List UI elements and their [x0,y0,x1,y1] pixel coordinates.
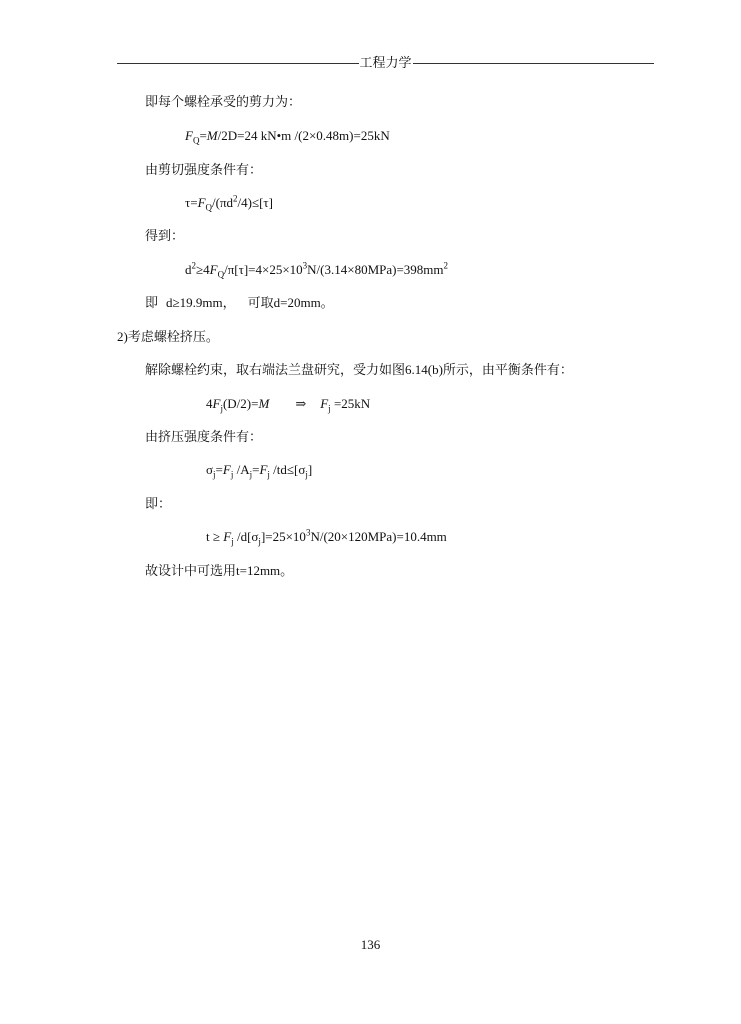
superscript: 3 [305,527,311,538]
page-number: 136 [360,937,381,952]
symbol-F: F [185,128,193,143]
section-heading-bearing: 2)考虑螺栓挤压。 [117,329,219,344]
text-line-bearing-condition: 由挤压强度条件有： [145,429,263,444]
formula-bearing-stress [206,462,312,478]
implies-arrow: ⇒ [295,396,307,411]
symbol-sigma: σ [206,462,214,477]
symbol-F: F [197,195,206,210]
symbol-F: F [259,462,268,477]
symbol-F: F [209,262,218,277]
superscript: 2 [443,260,449,271]
subscript-Q: Q [217,269,225,280]
subscript-j: j [220,403,223,414]
formula-part: /2D=24 kN•m /(2×0.48m)=25kN [217,128,390,143]
page-header [117,56,654,70]
symbol-M: M [206,128,218,143]
symbol-F: F [212,396,221,411]
formula-part: t ≥ [206,529,224,544]
formula-part: (D/2)= [222,396,259,411]
symbol-F: F [223,529,232,544]
subscript-Q: Q [205,202,213,213]
formula-part: N/(3.14×80MPa)=398mm [307,262,444,277]
superscript: 3 [302,260,308,271]
subscript-j: j [231,536,234,547]
formula-part: τ= [185,195,198,210]
formula-part: ] [307,462,313,477]
formula-part: 可取d=20mm。 [247,295,334,310]
formula-part: ≥4 [196,262,210,277]
formula-equilibrium [206,396,370,412]
formula-part: 4 [206,396,213,411]
formula-part: ]=25×10 [260,529,306,544]
formula-part: /d[σ [233,529,259,544]
formula-part: = [199,128,207,143]
formula-part: /(πd [212,195,234,210]
symbol-M: M [258,396,270,411]
formula-part: d [185,262,192,277]
subscript-j: j [230,469,234,480]
formula-part: N/(20×120MPa)=10.4mm [310,529,447,544]
formula-part: /td≤[σ [269,462,306,477]
text-line-shear-condition: 由剪切强度条件有： [145,162,263,177]
formula-part: =25kN [330,396,371,411]
text-line-obtain: 得到： [145,228,185,243]
formula-part: /4)≤[τ] [237,195,273,210]
subscript-j: j [267,469,270,480]
formula-diameter [185,262,448,278]
symbol-F: F [222,462,231,477]
subscript-j: j [258,536,261,547]
subscript-Q: Q [192,135,200,146]
superscript: 2 [191,260,196,271]
formula-part: 即 [145,295,159,310]
header-rule-right [413,63,655,64]
subscript-j: j [213,469,216,480]
header-title: 工程力学 [359,55,412,70]
formula-part: = [252,462,260,477]
superscript: 2 [233,193,238,204]
symbol-F: F [320,396,329,411]
header-rule-left [117,63,359,64]
formula-shear-stress [185,195,273,211]
text-line-shear-intro: 即每个螺栓承受的剪力为： [145,94,302,109]
text-line-diameter-result [145,295,334,311]
formula-part: /A [233,462,250,477]
text-line-namely: 即： [145,496,172,511]
formula-thickness [206,529,447,545]
text-line-design-conclusion: 故设计中可选用t=12mm。 [145,563,294,578]
formula-shear-force [185,128,390,144]
subscript-j: j [249,469,253,480]
subscript-j: j [305,469,308,480]
formula-part: = [215,462,223,477]
subscript-j: j [328,403,331,414]
formula-part: /π[τ]=4×25×10 [224,262,303,277]
formula-part: d≥19.9mm， [166,295,236,310]
text-line-flange-analysis: 解除螺栓约束，取右端法兰盘研究，受力如图6.14(b)所示，由平衡条件有： [145,362,573,377]
